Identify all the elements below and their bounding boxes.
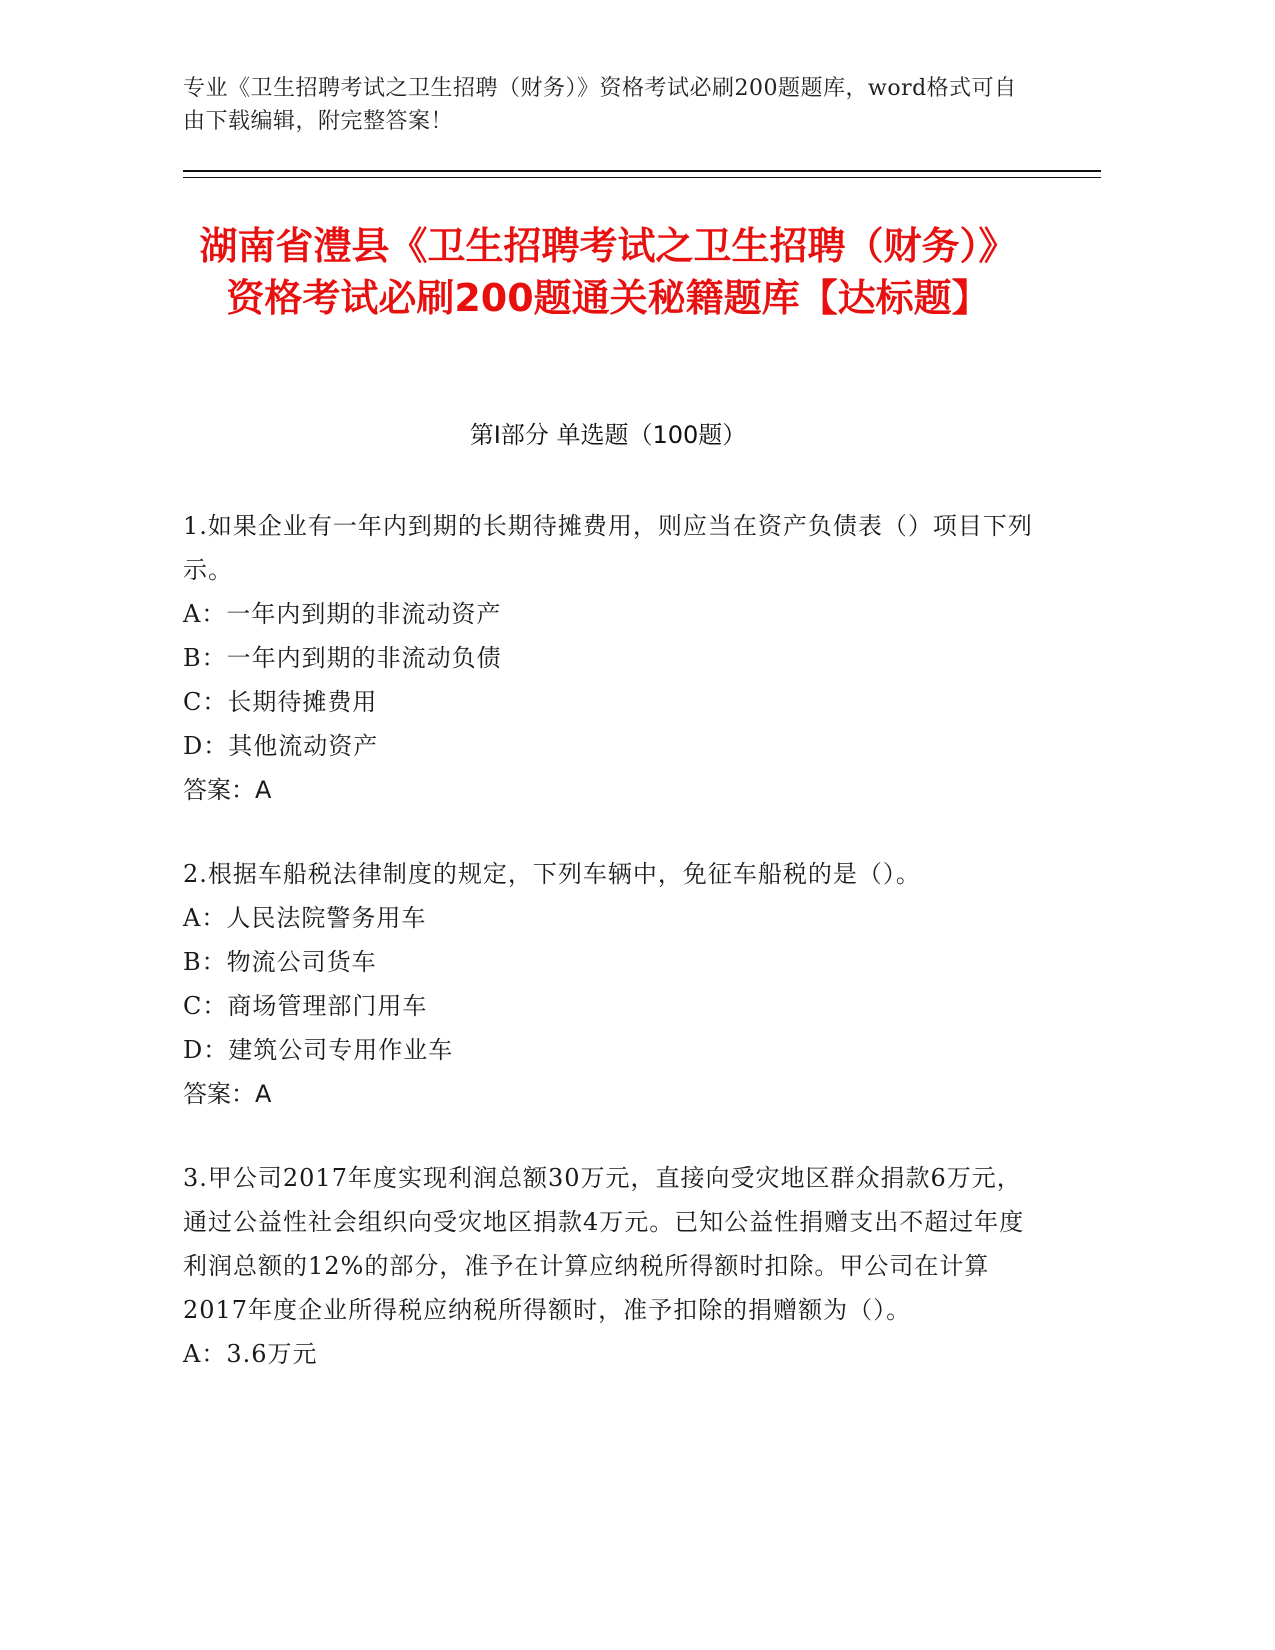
option-d: D：建筑公司专用作业车 [183, 1036, 454, 1064]
header-divider-thick [183, 170, 1101, 172]
answer: 答案：A [183, 776, 272, 804]
header-divider-thin [183, 177, 1101, 178]
option-b: B：物流公司货车 [183, 948, 377, 976]
section-title: 第I部分 单选题（100题） [469, 421, 747, 449]
header-note: 专业《卫生招聘考试之卫生招聘（财务）》资格考试必刷200题题库，word格式可自由下载编辑，附完整答案！ [183, 76, 1017, 134]
question-2 [183, 852, 1043, 1116]
question-3 [183, 1156, 1043, 1376]
document-title: 湖南省澧县《卫生招聘考试之卫生招聘（财务）》资格考试必刷200题通关秘籍题库【达标题】 [199, 224, 1017, 320]
option-a: A：人民法院警务用车 [183, 904, 427, 932]
question-stem: 2.根据车船税法律制度的规定，下列车辆中，免征车船税的是（）。 [183, 860, 921, 888]
question-1 [183, 504, 1043, 812]
question-stem: 3.甲公司2017年度实现利润总额30万元，直接向受灾地区群众捐款6万元，通过公益性社会组织向受灾地区捐款4万元。已知公益性捐赠支出不超过年度利润总额的12%的部分，准予在计算应纳税所得额时扣除。甲公司在计算2017年度企业所得税应纳税所得额时，准予扣除的捐赠额为（）。 [183, 1164, 1025, 1324]
option-d: D：其他流动资产 [183, 732, 379, 760]
option-a: A：3.6万元 [183, 1340, 318, 1368]
answer: 答案：A [183, 1080, 272, 1108]
option-c: C：商场管理部门用车 [183, 992, 428, 1020]
option-a: A：一年内到期的非流动资产 [183, 600, 502, 628]
option-b: B：一年内到期的非流动负债 [183, 644, 502, 672]
question-stem: 1.如果企业有一年内到期的长期待摊费用，则应当在资产负债表（）项目下列示。 [183, 512, 1033, 584]
option-c: C：长期待摊费用 [183, 688, 378, 716]
